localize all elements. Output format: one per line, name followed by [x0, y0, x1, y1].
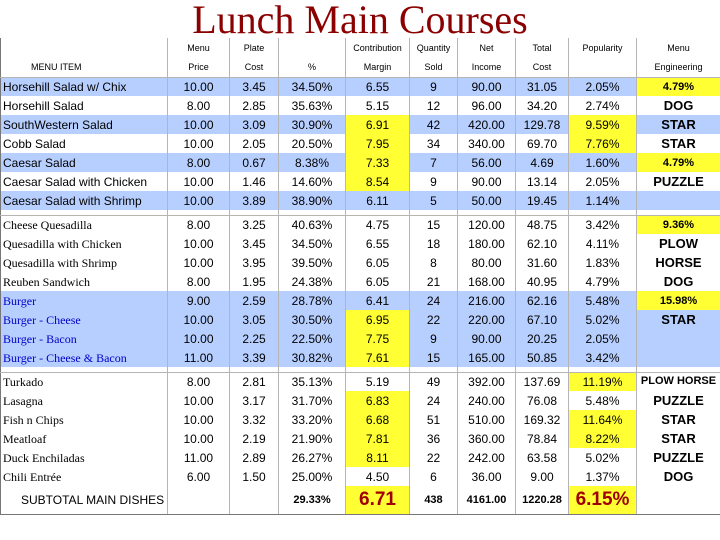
cell-qty: 22	[410, 448, 458, 467]
cell-qty: 15	[410, 215, 458, 234]
cell-cm: 6.11	[346, 191, 410, 210]
cell-price: 10.00	[168, 253, 230, 272]
cell-qty: 5	[410, 191, 458, 210]
cell-pop: 3.42%	[569, 215, 637, 234]
cell-pct: 40.63%	[279, 215, 346, 234]
table-row	[1, 234, 720, 253]
cell-cost: 1.50	[230, 467, 279, 486]
cell-net: 120.00	[458, 215, 516, 234]
table-row	[1, 115, 720, 134]
cell-net: 180.00	[458, 234, 516, 253]
cell-total: 20.25	[516, 329, 569, 348]
cell-eng: 4.79%	[637, 77, 720, 96]
cell-total: 50.85	[516, 348, 569, 367]
cell-eng: STAR	[637, 310, 720, 329]
cell-pct: 24.38%	[279, 272, 346, 291]
cell-cost: 2.25	[230, 329, 279, 348]
cell-price: 10.00	[168, 310, 230, 329]
cell-cm: 7.81	[346, 429, 410, 448]
cell-total: 13.14	[516, 172, 569, 191]
cell-total: 40.95	[516, 272, 569, 291]
cell-qty: 8	[410, 253, 458, 272]
cell-total: 137.69	[516, 372, 569, 391]
cell-cm: 6.91	[346, 115, 410, 134]
cell-eng: STAR	[637, 410, 720, 429]
cell-net: 96.00	[458, 96, 516, 115]
subtotal-total: 1220.28	[516, 486, 569, 514]
cell-cm: 6.05	[346, 272, 410, 291]
menu-item-name: Burger - Cheese	[1, 310, 168, 329]
cell-pct: 31.70%	[279, 391, 346, 410]
cell-total: 78.84	[516, 429, 569, 448]
menu-item-name: Cheese Quesadilla	[1, 215, 168, 234]
cell-price: 10.00	[168, 134, 230, 153]
cell-price: 8.00	[168, 153, 230, 172]
menu-item-name: Reuben Sandwich	[1, 272, 168, 291]
cell-qty: 42	[410, 115, 458, 134]
cell-qty: 7	[410, 153, 458, 172]
cell-eng: STAR	[637, 429, 720, 448]
cell-net: 340.00	[458, 134, 516, 153]
subtotal-margin: 6.71	[346, 486, 410, 514]
cell-price: 6.00	[168, 467, 230, 486]
cell-eng: PLOW	[637, 234, 720, 253]
table-row	[1, 372, 720, 391]
cell-pop: 1.37%	[569, 467, 637, 486]
cell-pop: 1.14%	[569, 191, 637, 210]
cell-eng: DOG	[637, 272, 720, 291]
menu-item-name: Meatloaf	[1, 429, 168, 448]
table-row	[1, 291, 720, 310]
table-row	[1, 310, 720, 329]
cell-qty: 49	[410, 372, 458, 391]
cell-net: 50.00	[458, 191, 516, 210]
cell-qty: 22	[410, 310, 458, 329]
header-cell: Menu	[168, 38, 230, 58]
subtotal-label: SUBTOTAL MAIN DISHES	[1, 486, 168, 514]
header-cell: Plate	[230, 38, 279, 58]
cell-cost: 3.39	[230, 348, 279, 367]
cell-pct: 25.00%	[279, 467, 346, 486]
cell-net: 216.00	[458, 291, 516, 310]
cell-cm: 6.95	[346, 310, 410, 329]
menu-item-name: Turkado	[1, 372, 168, 391]
cell-cost: 2.05	[230, 134, 279, 153]
cell-net: 56.00	[458, 153, 516, 172]
header-cell: Cost	[230, 58, 279, 77]
cell-qty: 51	[410, 410, 458, 429]
cell-eng: PUZZLE	[637, 448, 720, 467]
cell-qty: 15	[410, 348, 458, 367]
cell-cost: 2.59	[230, 291, 279, 310]
cell-net: 165.00	[458, 348, 516, 367]
cell-total: 62.10	[516, 234, 569, 253]
cell-price: 10.00	[168, 429, 230, 448]
cell-total: 19.45	[516, 191, 569, 210]
menu-item-name: Horsehill Salad w/ Chix	[1, 77, 168, 96]
subtotal-row	[1, 486, 720, 514]
cell-price: 10.00	[168, 391, 230, 410]
header-cell: Menu	[637, 38, 720, 58]
cell-price: 10.00	[168, 77, 230, 96]
header-cell: Popularity	[569, 38, 637, 58]
cell-pop: 1.60%	[569, 153, 637, 172]
menu-item-name: Quesadilla with Chicken	[1, 234, 168, 253]
cell-pop: 8.22%	[569, 429, 637, 448]
subtotal-qty: 438	[410, 486, 458, 514]
table-row	[1, 348, 720, 367]
table-row	[1, 153, 720, 172]
cell-total: 4.69	[516, 153, 569, 172]
cell-net: 90.00	[458, 172, 516, 191]
cell-total: 67.10	[516, 310, 569, 329]
cell-cm: 8.11	[346, 448, 410, 467]
table-row	[1, 96, 720, 115]
cell-pop: 2.05%	[569, 77, 637, 96]
cell-pct: 26.27%	[279, 448, 346, 467]
cell-qty: 9	[410, 77, 458, 96]
subtotal-net: 4161.00	[458, 486, 516, 514]
cell-cm: 7.33	[346, 153, 410, 172]
cell-price: 10.00	[168, 329, 230, 348]
cell-eng: PUZZLE	[637, 172, 720, 191]
cell-price: 10.00	[168, 115, 230, 134]
cell-pop: 9.59%	[569, 115, 637, 134]
header-cell: Margin	[346, 58, 410, 77]
table-row	[1, 77, 720, 96]
menu-item-name: Caesar Salad	[1, 153, 168, 172]
cell-net: 392.00	[458, 372, 516, 391]
cell-total: 31.05	[516, 77, 569, 96]
header-cell	[279, 38, 346, 58]
header-cell	[1, 38, 168, 58]
cell-cm: 6.55	[346, 77, 410, 96]
cell-price: 8.00	[168, 372, 230, 391]
cell-total: 62.16	[516, 291, 569, 310]
header-row-2	[1, 58, 720, 77]
cell-eng	[637, 348, 720, 367]
subtotal-pct: 29.33%	[279, 486, 346, 514]
menu-item-name: SouthWestern Salad	[1, 115, 168, 134]
cell-total: 169.32	[516, 410, 569, 429]
cell-pct: 14.60%	[279, 172, 346, 191]
cell-pop: 11.64%	[569, 410, 637, 429]
cell-cm: 4.75	[346, 215, 410, 234]
cell-net: 240.00	[458, 391, 516, 410]
cell-total: 129.78	[516, 115, 569, 134]
cell-pct: 35.63%	[279, 96, 346, 115]
cell-total: 76.08	[516, 391, 569, 410]
menu-item-name: Lasagna	[1, 391, 168, 410]
cell-price: 10.00	[168, 234, 230, 253]
cell-qty: 24	[410, 291, 458, 310]
menu-item-name: Caesar Salad with Shrimp	[1, 191, 168, 210]
cell-eng	[637, 191, 720, 210]
cell-pct: 30.82%	[279, 348, 346, 367]
cell-cost: 3.95	[230, 253, 279, 272]
table-row	[1, 410, 720, 429]
cell-net: 90.00	[458, 329, 516, 348]
cell-pct: 28.78%	[279, 291, 346, 310]
table-row	[1, 467, 720, 486]
header-cell	[569, 58, 637, 77]
table-row	[1, 134, 720, 153]
cell-cost: 3.32	[230, 410, 279, 429]
cell-cost: 2.81	[230, 372, 279, 391]
cell-cost: 1.95	[230, 272, 279, 291]
menu-item-name: Burger - Bacon	[1, 329, 168, 348]
cell-total: 48.75	[516, 215, 569, 234]
cell-pct: 8.38%	[279, 153, 346, 172]
cell-cost: 0.67	[230, 153, 279, 172]
cell-qty: 9	[410, 172, 458, 191]
cell-cm: 5.19	[346, 372, 410, 391]
cell-pop: 3.42%	[569, 348, 637, 367]
cell-cm: 6.05	[346, 253, 410, 272]
cell-net: 90.00	[458, 77, 516, 96]
cell-cost: 3.45	[230, 234, 279, 253]
menu-item-name: Duck Enchiladas	[1, 448, 168, 467]
table-row	[1, 172, 720, 191]
cell-total: 69.70	[516, 134, 569, 153]
cell-pct: 34.50%	[279, 77, 346, 96]
cell-eng: PUZZLE	[637, 391, 720, 410]
header-cell: MENU ITEM	[1, 58, 168, 77]
cell-eng: DOG	[637, 467, 720, 486]
header-cell: %	[279, 58, 346, 77]
cell-total: 34.20	[516, 96, 569, 115]
cell-price: 11.00	[168, 348, 230, 367]
table-row	[1, 429, 720, 448]
cell-cm: 4.50	[346, 467, 410, 486]
table-row	[1, 215, 720, 234]
cell-net: 220.00	[458, 310, 516, 329]
header-cell: Sold	[410, 58, 458, 77]
cell-eng: PLOW HORSE	[637, 372, 720, 391]
cell-cm: 7.75	[346, 329, 410, 348]
cell-eng	[637, 329, 720, 348]
header-cell: Net	[458, 38, 516, 58]
cell-cm: 7.95	[346, 134, 410, 153]
cell-cost: 3.89	[230, 191, 279, 210]
cell-qty: 24	[410, 391, 458, 410]
cell-qty: 9	[410, 329, 458, 348]
header-row-1	[1, 38, 720, 58]
cell-pct: 35.13%	[279, 372, 346, 391]
cell-eng: DOG	[637, 96, 720, 115]
header-cell: Cost	[516, 58, 569, 77]
cell-net: 510.00	[458, 410, 516, 429]
table-row	[1, 253, 720, 272]
cell-qty: 12	[410, 96, 458, 115]
cell-pop: 2.05%	[569, 329, 637, 348]
cell-pct: 33.20%	[279, 410, 346, 429]
cell-eng: STAR	[637, 115, 720, 134]
cell-pop: 5.02%	[569, 448, 637, 467]
cell-eng: HORSE	[637, 253, 720, 272]
cell-total: 63.58	[516, 448, 569, 467]
subtotal-pop: 6.15%	[569, 486, 637, 514]
cell-pop: 4.11%	[569, 234, 637, 253]
header-cell: Total	[516, 38, 569, 58]
cell-pct: 30.50%	[279, 310, 346, 329]
cell-pop: 1.83%	[569, 253, 637, 272]
cell-price: 9.00	[168, 291, 230, 310]
cell-pop: 4.79%	[569, 272, 637, 291]
cell-cost: 3.05	[230, 310, 279, 329]
page-title: Lunch Main Courses	[192, 0, 528, 42]
cell-cost: 2.19	[230, 429, 279, 448]
cell-pop: 2.74%	[569, 96, 637, 115]
cell-cm: 6.83	[346, 391, 410, 410]
cell-qty: 36	[410, 429, 458, 448]
cell-total: 9.00	[516, 467, 569, 486]
cell-cm: 6.68	[346, 410, 410, 429]
cell-cost: 2.85	[230, 96, 279, 115]
menu-item-name: Burger - Cheese & Bacon	[1, 348, 168, 367]
cell-price: 8.00	[168, 272, 230, 291]
header-cell: Price	[168, 58, 230, 77]
cell-cm: 8.54	[346, 172, 410, 191]
cell-net: 80.00	[458, 253, 516, 272]
cell-qty: 6	[410, 467, 458, 486]
cell-pct: 30.90%	[279, 115, 346, 134]
cell-pct: 38.90%	[279, 191, 346, 210]
cell-eng: 9.36%	[637, 215, 720, 234]
cell-price: 10.00	[168, 191, 230, 210]
cell-cm: 7.61	[346, 348, 410, 367]
cell-pct: 21.90%	[279, 429, 346, 448]
cell-price: 10.00	[168, 172, 230, 191]
cell-cost: 3.17	[230, 391, 279, 410]
cell-pop: 11.19%	[569, 372, 637, 391]
cell-qty: 21	[410, 272, 458, 291]
cell-pop: 5.48%	[569, 391, 637, 410]
menu-item-name: Cobb Salad	[1, 134, 168, 153]
cell-qty: 34	[410, 134, 458, 153]
menu-item-name: Burger	[1, 291, 168, 310]
cell-cm: 5.15	[346, 96, 410, 115]
cell-pop: 5.02%	[569, 310, 637, 329]
table-row	[1, 329, 720, 348]
cell-net: 360.00	[458, 429, 516, 448]
menu-item-name: Quesadilla with Shrimp	[1, 253, 168, 272]
cell-price: 10.00	[168, 410, 230, 429]
header-cell: Engineering	[637, 58, 720, 77]
cell-net: 242.00	[458, 448, 516, 467]
cell-qty: 18	[410, 234, 458, 253]
cell-pct: 34.50%	[279, 234, 346, 253]
cell-cm: 6.41	[346, 291, 410, 310]
header-cell: Quantity	[410, 38, 458, 58]
header-cell: Contribution	[346, 38, 410, 58]
cell-cm: 6.55	[346, 234, 410, 253]
table-row	[1, 272, 720, 291]
header-cell: Income	[458, 58, 516, 77]
menu-item-name: Chili Entrée	[1, 467, 168, 486]
cell-price: 11.00	[168, 448, 230, 467]
menu-item-name: Horsehill Salad	[1, 96, 168, 115]
cell-cost: 3.25	[230, 215, 279, 234]
cell-cost: 2.89	[230, 448, 279, 467]
menu-item-name: Fish n Chips	[1, 410, 168, 429]
cell-pop: 5.48%	[569, 291, 637, 310]
menu-engineering-table	[0, 38, 720, 515]
cell-price: 8.00	[168, 96, 230, 115]
cell-eng: STAR	[637, 134, 720, 153]
cell-cost: 3.45	[230, 77, 279, 96]
cell-pct: 20.50%	[279, 134, 346, 153]
cell-pct: 39.50%	[279, 253, 346, 272]
cell-cost: 3.09	[230, 115, 279, 134]
table-row	[1, 191, 720, 210]
cell-pct: 22.50%	[279, 329, 346, 348]
cell-pop: 2.05%	[569, 172, 637, 191]
cell-eng: 4.79%	[637, 153, 720, 172]
cell-net: 36.00	[458, 467, 516, 486]
cell-pop: 7.76%	[569, 134, 637, 153]
cell-net: 168.00	[458, 272, 516, 291]
table-row	[1, 391, 720, 410]
cell-price: 8.00	[168, 215, 230, 234]
table-row	[1, 448, 720, 467]
cell-eng: 15.98%	[637, 291, 720, 310]
menu-item-name: Caesar Salad with Chicken	[1, 172, 168, 191]
cell-net: 420.00	[458, 115, 516, 134]
cell-total: 31.60	[516, 253, 569, 272]
cell-cost: 1.46	[230, 172, 279, 191]
